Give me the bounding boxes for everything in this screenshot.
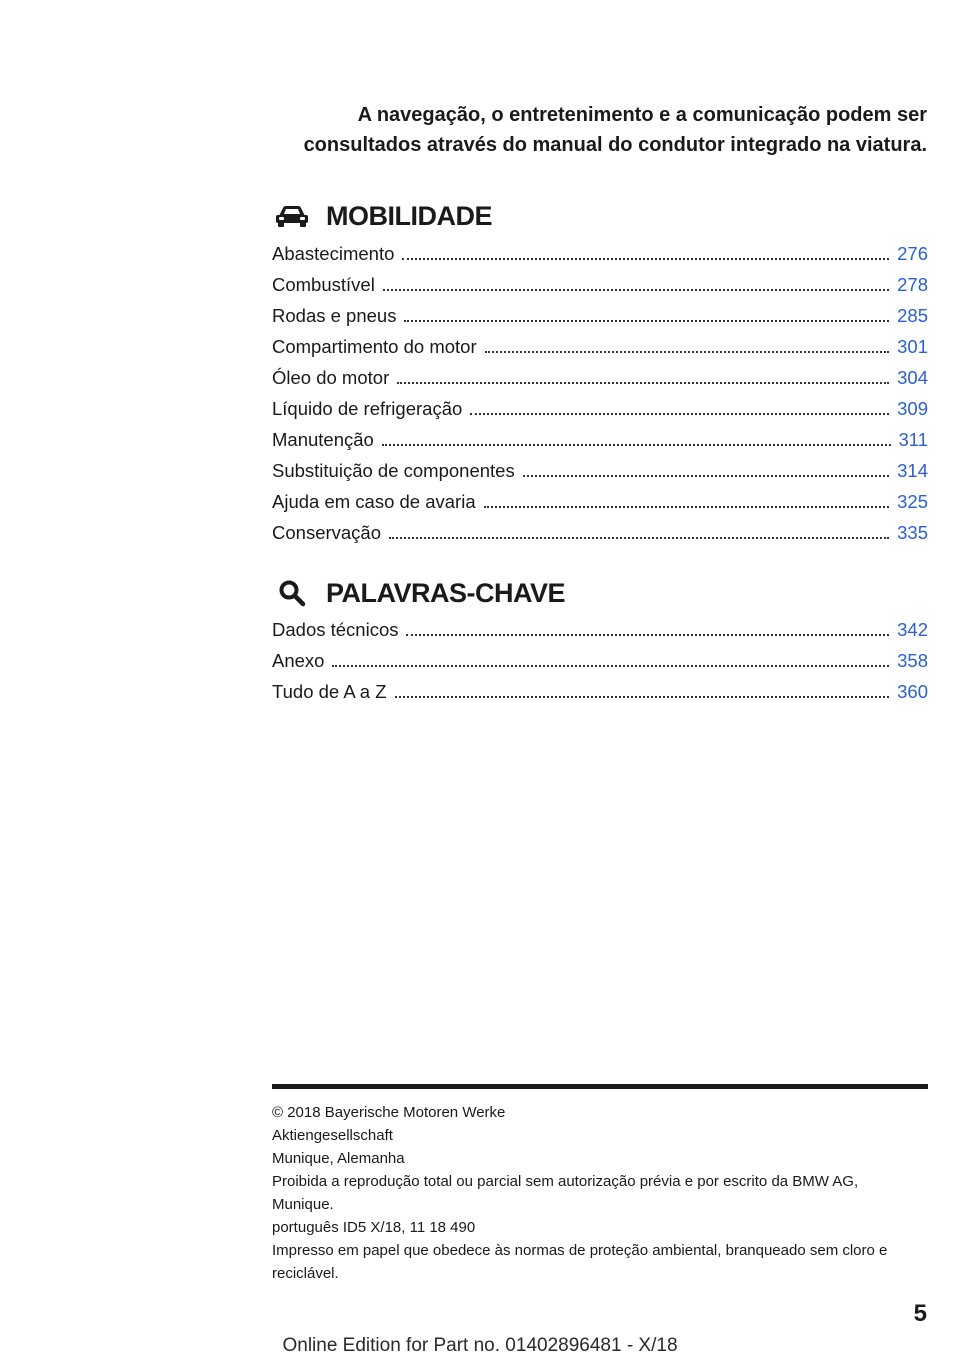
toc-label: Compartimento do motor xyxy=(272,335,477,357)
leader-dots xyxy=(332,664,889,667)
toc-item-substituicao-de-componentes[interactable] xyxy=(272,455,928,486)
toc-item-conservacao[interactable] xyxy=(272,517,928,548)
toc-item-dados-tecnicos[interactable] xyxy=(272,614,928,645)
section-title: MOBILIDADE xyxy=(326,200,492,231)
toc-label: Ajuda em caso de avaria xyxy=(272,490,476,512)
toc-label: Líquido de refrigeração xyxy=(272,397,463,419)
leader-dots xyxy=(523,474,889,477)
section-heading-palavras-chave xyxy=(272,573,565,613)
toc-list-palavras-chave xyxy=(272,614,928,707)
toc-page-link[interactable]: 309 xyxy=(897,397,928,419)
toc-item-manutencao[interactable] xyxy=(272,424,928,455)
intro-line-1: A navegação, o entretenimento e a comunicação podem ser xyxy=(357,104,927,126)
toc-item-compartimento-do-motor[interactable] xyxy=(272,331,928,362)
toc-label: Dados técnicos xyxy=(272,618,399,640)
leader-dots xyxy=(383,288,889,291)
toc-page-link[interactable]: 301 xyxy=(897,335,928,357)
toc-page-link[interactable]: 304 xyxy=(897,366,928,388)
toc-item-tudo-de-a-a-z[interactable] xyxy=(272,676,928,707)
toc-page-link[interactable]: 285 xyxy=(897,304,928,326)
toc-label: Conservação xyxy=(272,521,382,543)
leader-dots xyxy=(395,695,890,698)
toc-page-link[interactable]: 342 xyxy=(897,618,928,640)
toc-page-link[interactable]: 278 xyxy=(897,273,928,295)
toc-page-link[interactable]: 311 xyxy=(898,428,928,450)
toc-label: Substituição de componentes xyxy=(272,459,515,481)
toc-label: Abastecimento xyxy=(272,242,395,264)
online-edition-footer: Online Edition for Part no. 01402896481 - X/18 xyxy=(282,1335,678,1356)
section-heading-mobilidade xyxy=(272,196,492,236)
leader-dots xyxy=(484,505,890,508)
imprint-line: Aktiengesellschaft xyxy=(272,1127,393,1144)
leader-dots xyxy=(404,319,889,322)
imprint-line: Proibida a reprodução total ou parcial sem autorização prévia e por escrito da BMW AG, xyxy=(272,1173,859,1190)
toc-item-rodas-e-pneus[interactable] xyxy=(272,300,928,331)
section-title: PALAVRAS-CHAVE xyxy=(326,577,566,608)
imprint xyxy=(272,1101,928,1285)
search-icon xyxy=(272,573,312,613)
leader-dots xyxy=(382,443,891,446)
leader-dots xyxy=(397,381,889,384)
imprint-line: Munique, Alemanha xyxy=(272,1150,405,1167)
leader-dots xyxy=(485,350,890,353)
toc-page-link[interactable]: 360 xyxy=(897,680,928,702)
toc-label: Óleo do motor xyxy=(272,366,390,388)
leader-dots xyxy=(389,536,889,539)
leader-dots xyxy=(402,257,889,260)
toc-item-combustivel[interactable] xyxy=(272,269,928,300)
page-number: 5 xyxy=(913,1300,927,1327)
toc-label: Combustível xyxy=(272,273,375,295)
imprint-line: reciclável. xyxy=(272,1265,339,1282)
toc-item-anexo[interactable] xyxy=(272,645,928,676)
toc-label: Anexo xyxy=(272,649,325,671)
toc-page-link[interactable]: 325 xyxy=(897,490,928,512)
divider-rule xyxy=(272,1084,928,1089)
imprint-line: português ID5 X/18, 11 18 490 xyxy=(272,1219,476,1236)
toc-label: Manutenção xyxy=(272,428,374,450)
leader-dots xyxy=(406,633,889,636)
toc-list-mobilidade xyxy=(272,238,928,548)
car-icon xyxy=(272,196,312,236)
imprint-line: Impresso em papel que obedece às normas de proteção ambiental, branqueado sem cloro e xyxy=(272,1242,888,1259)
toc-item-liquido-de-refrigeracao[interactable] xyxy=(272,393,928,424)
toc-label: Rodas e pneus xyxy=(272,304,397,326)
toc-label: Tudo de A a Z xyxy=(272,680,387,702)
imprint-line: Munique. xyxy=(272,1196,334,1213)
toc-page-link[interactable]: 276 xyxy=(897,242,928,264)
intro-note xyxy=(227,100,927,160)
toc-page-link[interactable]: 314 xyxy=(897,459,928,481)
toc-item-abastecimento[interactable] xyxy=(272,238,928,269)
toc-item-oleo-do-motor[interactable] xyxy=(272,362,928,393)
toc-item-ajuda-em-caso-de-avaria[interactable] xyxy=(272,486,928,517)
leader-dots xyxy=(470,412,889,415)
toc-page-link[interactable]: 358 xyxy=(897,649,928,671)
toc-page-link[interactable]: 335 xyxy=(897,521,928,543)
intro-line-2: consultados através do manual do condutor integrado na viatura. xyxy=(303,134,927,156)
imprint-line: © 2018 Bayerische Motoren Werke xyxy=(272,1104,506,1121)
